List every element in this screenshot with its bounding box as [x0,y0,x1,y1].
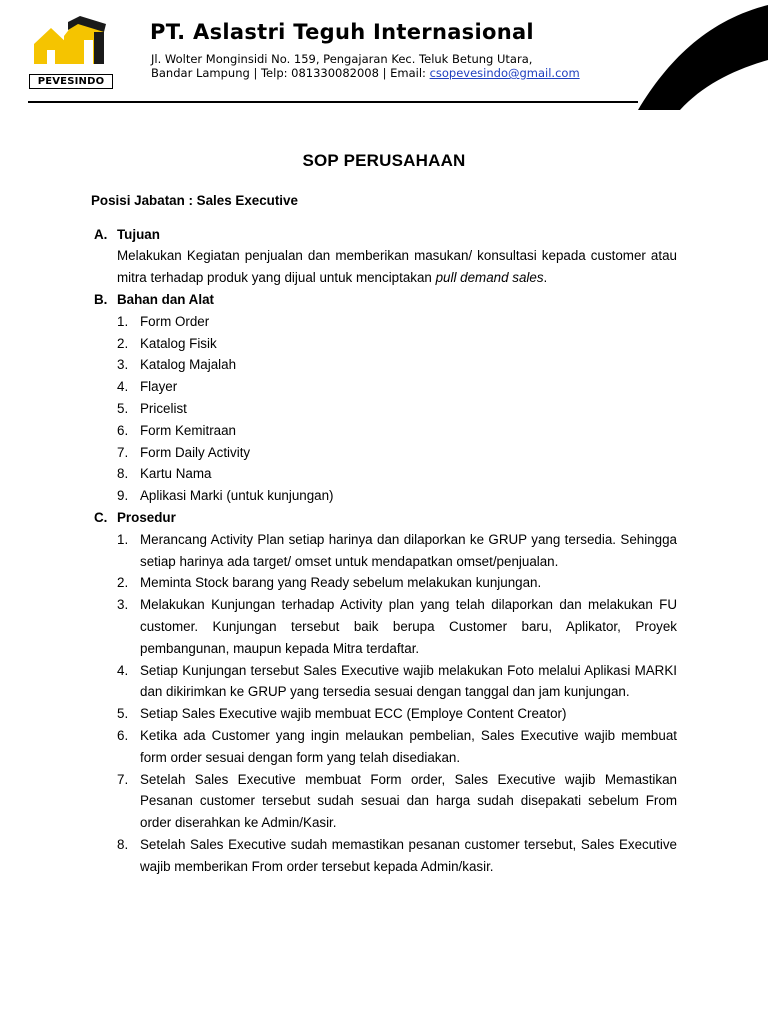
list-item [117,333,677,355]
item-number: 8. [117,466,129,482]
list-item [117,463,677,485]
item-number: 4. [117,662,129,678]
section-heading: Tujuan [117,226,160,242]
item-number: 3. [117,597,129,613]
section-prosedur [91,507,677,878]
list-item [117,725,677,769]
list-item [117,834,677,878]
item-text: Merancang Activity Plan setiap harinya dan dilaporkan ke GRUP yang tersedia. Sehingga setiap harinya ada target/ omset untuk mendapatkan omset/penjualan. [140,531,677,569]
section-heading: Prosedur [117,509,176,525]
section-bahan-dan-alat [91,289,677,507]
item-text: Kartu Nama [140,466,212,482]
list-item [117,420,677,442]
item-number: 1. [117,531,129,547]
paragraph-text: Melakukan Kegiatan penjualan dan memberikan masukan/ konsultasi kepada customer atau mitra terhadap produk yang dijual untuk menciptakan [117,248,677,286]
position-title: Posisi Jabatan : Sales Executive [91,192,298,208]
item-text: Aplikasi Marki (untuk kunjungan) [140,488,334,504]
list-item [117,442,677,464]
paragraph-italic-text: pull demand sales [435,270,544,286]
list-item [117,354,677,376]
logo-wordmark: PEVESINDO [29,74,113,89]
item-number: 5. [117,706,129,722]
item-text: Pricelist [140,400,187,416]
item-number: 7. [117,771,129,787]
item-text: Melakukan Kunjungan terhadap Activity plan yang telah dilaporkan dan melakukan FU customer. Kunjungan tersebut baik berupa Customer baru, Aplikator, Proyek pembangunan, maupun kepada Mitra terdaftar. [140,597,677,656]
document-title: SOP PERUSAHAAN [302,151,466,170]
item-text: Meminta Stock barang yang Ready sebelum melakukan kunjungan. [140,575,542,591]
company-address [151,52,651,80]
item-text: Setelah Sales Executive sudah memastikan pesanan customer tersebut, Sales Executive wajib memberikan From order tersebut kepada Admin/kasir. [140,836,677,874]
section-letter: C. [94,509,108,525]
list-item [117,769,677,834]
list-item [117,398,677,420]
address-line-1: Jl. Wolter Monginsidi No. 159, Pengajaran Kec. Teluk Betung Utara, [151,52,533,66]
company-name: PT. Aslastri Teguh Internasional [150,20,534,44]
address-line-2 [151,66,651,80]
email-link[interactable]: csopevesindo@gmail.com [429,66,580,80]
item-number: 2. [117,335,129,351]
list-item [117,572,677,594]
item-text: Form Daily Activity [140,444,251,460]
list-item [117,529,677,573]
item-number: 4. [117,379,129,395]
item-text: Setiap Sales Executive wajib membuat ECC (Employe Content Creator) [140,706,567,722]
section-tujuan [91,224,677,289]
item-number: 7. [117,444,129,460]
item-number: 6. [117,727,129,743]
item-text: Ketika ada Customer yang ingin melaukan pembelian, Sales Executive wajib membuat form order sesuai dengan form yang telah disediakan. [140,727,677,765]
list-item [117,703,677,725]
document-body [91,150,677,878]
list-item [117,485,677,507]
section-paragraph [117,245,677,289]
header-divider [28,101,638,103]
item-text: Setiap Kunjungan tersebut Sales Executive wajib melakukan Foto melalui Aplikasi MARKI dan dikirimkan ke GRUP yang tersedia sesuai dengan tanggal dan jam kunjungan. [140,662,677,700]
list-item [117,376,677,398]
item-number: 5. [117,400,129,416]
item-text: Form Order [140,313,210,329]
item-number: 8. [117,836,129,852]
list-item [117,311,677,333]
letterhead [0,0,768,110]
paragraph-text-end: . [543,270,548,286]
header-swoosh-decoration [618,0,768,110]
item-text: Form Kemitraan [140,422,236,438]
item-text: Flayer [140,379,178,395]
item-number: 1. [117,313,129,329]
item-text: Katalog Fisik [140,335,217,351]
item-number: 6. [117,422,129,438]
item-text: Setelah Sales Executive membuat Form order, Sales Executive wajib Memastikan Pesanan customer tersebut sudah sesuai dan harga sudah disepakati sebelum From order diserahkan ke Admin/Kasir. [140,771,677,831]
list-item [117,594,677,659]
materials-list [117,311,677,507]
section-letter: A. [94,226,108,242]
item-number: 3. [117,357,129,373]
item-number: 9. [117,488,129,504]
procedure-list [117,529,677,878]
section-heading: Bahan dan Alat [117,291,214,307]
item-text: Katalog Majalah [140,357,237,373]
list-item [117,660,677,704]
section-letter: B. [94,291,108,307]
address-contact: Bandar Lampung | Telp: 081330082008 | Email: [151,66,430,80]
item-number: 2. [117,575,129,591]
